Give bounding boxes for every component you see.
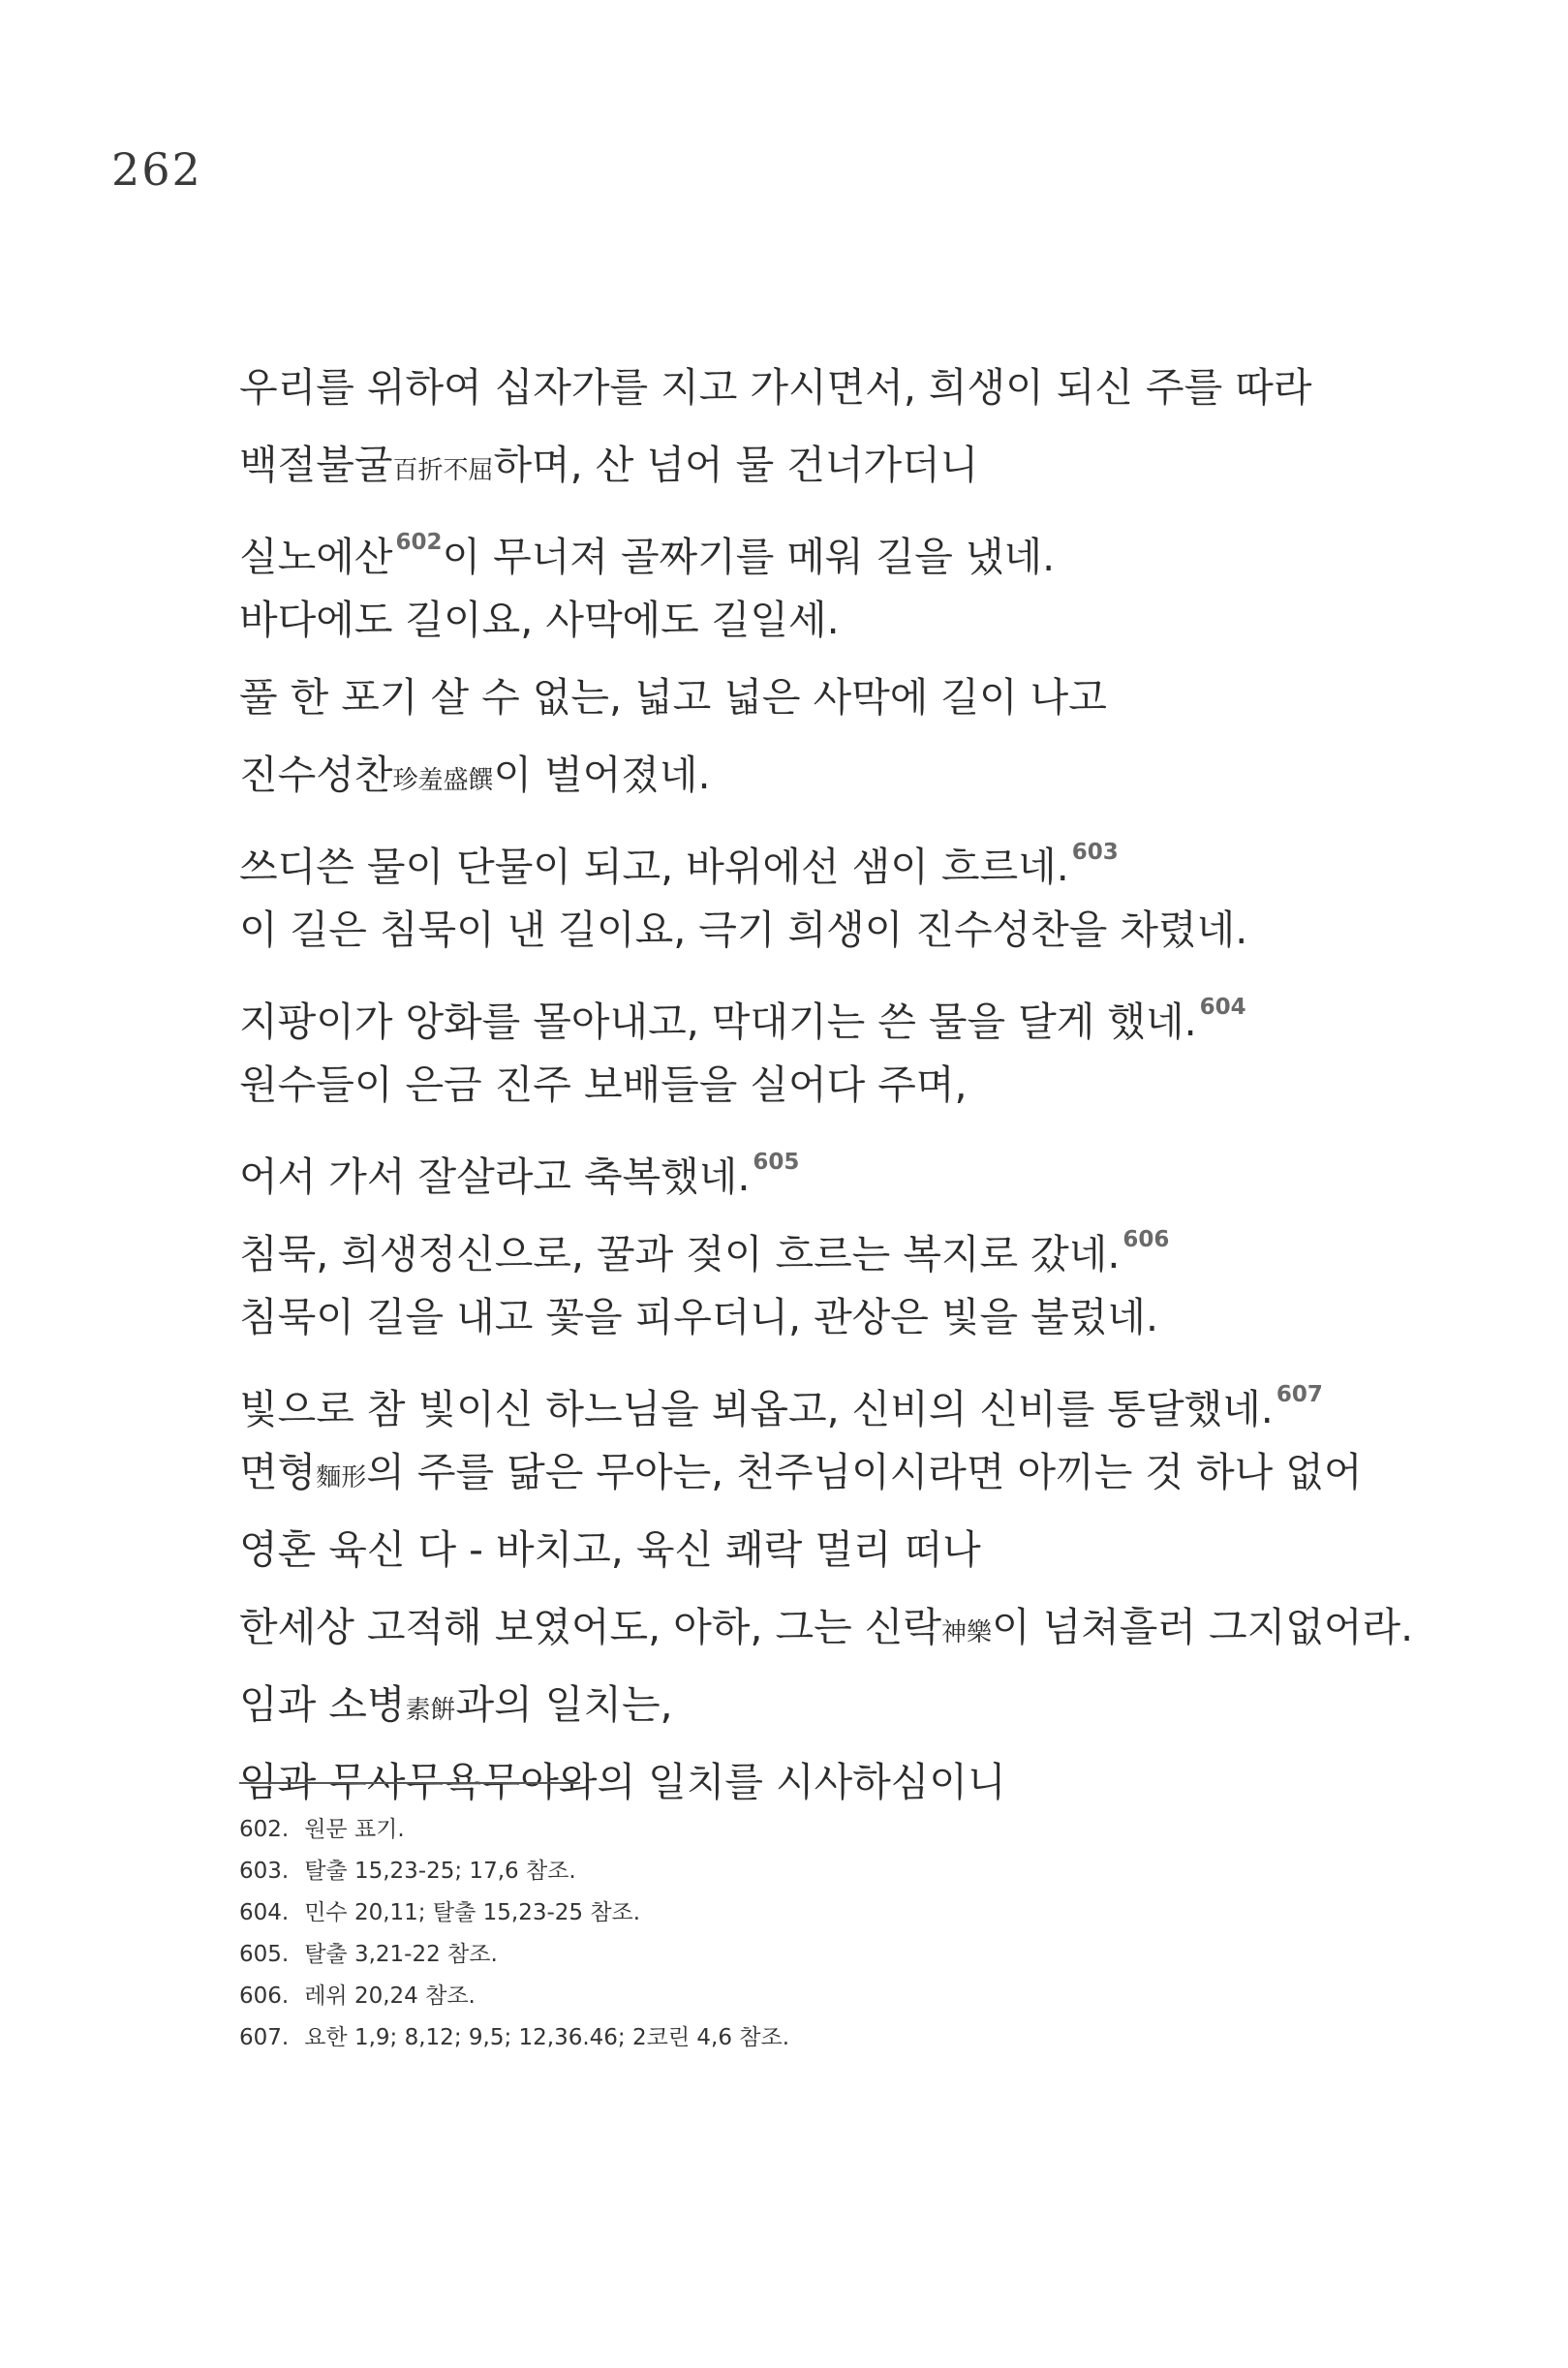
footnotes [239,1809,789,2059]
line-text: 임과 무사무욕무아와의 일치를 시사하심이니 [239,1759,1006,1805]
line-text: 하며, 산 넘어 물 건너가더니 [493,442,979,488]
line-text: 원수들이 은금 진주 보배들을 실어다 주며, [239,1061,968,1108]
poem-line [239,969,1498,1046]
line-text: 침묵, 희생정신으로, 꿀과 젖이 흐르는 복지로 갔네. [239,1231,1121,1277]
poem-line [239,891,1498,969]
footnote-reference: 603 [1071,840,1119,865]
footnote [239,1851,789,1892]
line-text: 면형 [239,1449,317,1495]
poem-line [239,1356,1498,1433]
line-text: 풀 한 포기 살 수 없는, 넓고 넓은 사막에 길이 나고 [239,674,1107,721]
line-text: 실노에산 [239,534,393,580]
hanja-annotation: 素餠 [405,1696,456,1725]
line-text: 이 벌어졌네. [493,752,711,798]
hanja-annotation: 神樂 [940,1618,992,1647]
poem-line [239,1588,1498,1666]
footnote [239,1976,789,2017]
hanja-annotation: 麵形 [316,1463,367,1492]
footnote-number: 607. [239,2025,290,2050]
footnote [239,2017,789,2059]
line-text: 빛으로 참 빛이신 하느님을 뵈옵고, 신비의 신비를 통달했네. [239,1386,1274,1432]
line-text: 이 넘쳐흘러 그지없어라. [991,1604,1414,1650]
poem-line [239,1123,1498,1201]
footnote-reference: 606 [1122,1227,1170,1252]
footnote [239,1934,789,1976]
poem-body [239,349,1498,1821]
footnote-reference: 605 [753,1150,800,1175]
poem-line [239,1666,1498,1743]
line-text: 바다에도 길이요, 사막에도 길일세. [239,597,840,643]
footnote-number: 606. [239,1984,290,2009]
footnote-text: 레위 20,24 참조. [304,1984,476,2009]
poem-line [239,349,1498,426]
poem-line [239,659,1498,736]
footnote-divider [239,1782,580,1784]
footnote-text: 요한 1,9; 8,12; 9,5; 12,36.46; 2코린 4,6 참조. [304,2025,790,2050]
line-text: 어서 가서 잘살라고 축복했네. [239,1153,751,1200]
line-text: 우리를 위하여 십자가를 지고 가시면서, 희생이 되신 주를 따라 [239,364,1312,411]
footnote-text: 탈출 3,21-22 참조. [304,1942,498,1967]
poem-line [239,1046,1498,1123]
footnote-text: 탈출 15,23-25; 17,6 참조. [304,1859,576,1884]
poem-line [239,1278,1498,1356]
footnote [239,1809,789,1851]
line-text: 침묵이 길을 내고 꽃을 피우더니, 관상은 빛을 불렀네. [239,1294,1159,1340]
poem-line [239,814,1498,891]
footnote-number: 605. [239,1942,290,1967]
line-text: 임과 소병 [239,1681,406,1728]
poem-line [239,581,1498,659]
poem-line [239,1433,1498,1511]
footnote-text: 민수 20,11; 탈출 15,23-25 참조. [304,1900,641,1925]
footnote [239,1892,789,1934]
line-text: 이 길은 침묵이 낸 길이요, 극기 희생이 진수성찬을 차렸네. [239,907,1248,953]
footnote-reference: 607 [1276,1382,1323,1407]
line-text: 과의 일치는, [455,1681,673,1728]
line-text: 진수성찬 [239,752,393,798]
footnote-number: 602. [239,1817,290,1842]
line-text: 백절불굴 [239,442,393,488]
page-number: 262 [111,143,202,196]
poem-line [239,504,1498,581]
footnote-text: 원문 표기. [304,1817,405,1842]
footnote-number: 603. [239,1859,290,1884]
footnote-reference: 602 [395,530,443,555]
line-text: 이 무너져 골짜기를 메워 길을 냈네. [442,534,1056,580]
poem-line [239,1511,1498,1588]
line-text: 의 주를 닮은 무아는, 천주님이시라면 아끼는 것 하나 없어 [366,1449,1363,1495]
line-text: 지팡이가 앙화를 몰아내고, 막대기는 쓴 물을 달게 했네. [239,999,1197,1045]
hanja-annotation: 珍羞盛饌 [392,766,494,795]
line-text: 영혼 육신 다 - 바치고, 육신 쾌락 멀리 떠나 [239,1526,981,1573]
poem-line [239,1201,1498,1278]
poem-line [239,736,1498,814]
line-text: 한세상 고적해 보였어도, 아하, 그는 신락 [239,1604,941,1650]
poem-line [239,426,1498,504]
line-text: 쓰디쓴 물이 단물이 되고, 바위에선 샘이 흐르네. [239,844,1069,890]
footnote-number: 604. [239,1900,290,1925]
footnote-reference: 604 [1199,995,1246,1020]
hanja-annotation: 百折不屈 [392,456,494,485]
